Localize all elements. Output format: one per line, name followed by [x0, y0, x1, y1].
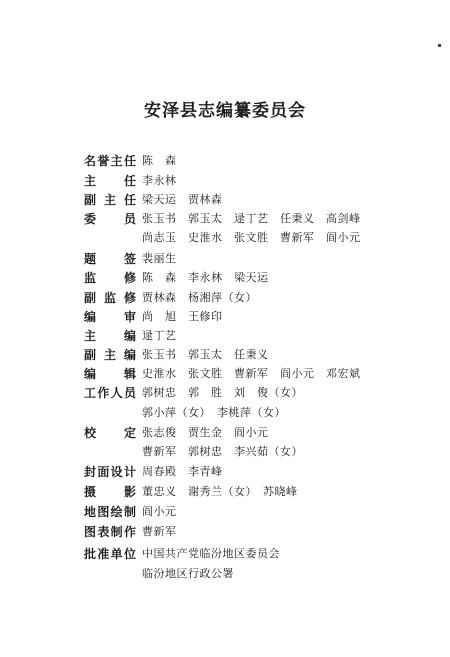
credit-names-continued: 尚志玉 史淮水 张文胜 曹新军 阎小元 — [142, 231, 361, 244]
credit-names-continued: 郭小萍（女） 李桃萍（女） — [142, 406, 286, 419]
credit-names: 李永林 — [142, 174, 177, 187]
credit-names: 中国共产党临汾地区委员会 — [142, 547, 280, 560]
credit-names: 梁天运 贾林森 — [142, 193, 223, 206]
credit-names: 史淮水 张文胜 曹新军 阎小元 邓宏斌 — [142, 367, 361, 380]
credit-role-label: 编 审 — [84, 310, 136, 324]
page-title: 安泽县志编纂委员会 — [144, 101, 306, 121]
credit-role-label: 监 修 — [84, 271, 136, 285]
credit-names: 陈 森 — [142, 154, 177, 167]
credit-names: 逯丁艺 — [142, 329, 177, 342]
credit-role-label: 编 辑 — [84, 367, 136, 381]
credit-role-label: 主 任 — [84, 174, 136, 188]
credit-role-label: 封 面 设 计 — [84, 465, 136, 479]
credit-role-label: 副 监 修 — [84, 291, 136, 305]
credit-role-label: 批 准 单 位 — [84, 547, 136, 561]
credit-names: 郭树忠 郭 胜 刘 俊（女） — [142, 386, 303, 399]
credit-names: 贾林森 杨湘萍（女） — [142, 291, 257, 304]
credit-role-label: 工 作 人 员 — [84, 386, 136, 400]
credit-names: 张志俊 贾生金 阎小元 — [142, 426, 269, 439]
credit-names: 董忠义 谢秀兰（女） 苏晓峰 — [142, 485, 298, 498]
credit-names-continued: 曹新军 郭树忠 李兴茹（女） — [142, 445, 303, 458]
scan-dot-mark — [438, 44, 441, 47]
credit-role-label: 摄 影 — [84, 485, 136, 499]
credit-names: 张玉书 郭玉太 任秉义 — [142, 348, 269, 361]
credit-role-label: 副 主 任 — [84, 193, 136, 207]
credit-role-label: 校 定 — [84, 426, 136, 440]
credit-role-label: 副 主 编 — [84, 348, 136, 362]
credit-role-label: 题 签 — [84, 252, 136, 266]
credit-role-label: 委 员 — [84, 212, 136, 226]
credit-names: 曹新军 — [142, 525, 177, 538]
credit-names-continued: 临汾地区行政公署 — [142, 567, 234, 580]
credit-role-label: 主 编 — [84, 329, 136, 343]
credit-role-label: 地 图 绘 制 — [84, 505, 136, 519]
credit-names: 裴丽生 — [142, 252, 177, 265]
credit-role-label: 图 表 制 作 — [84, 525, 136, 539]
credit-names: 陈 森 李永林 梁天运 — [142, 271, 269, 284]
credit-names: 阎小元 — [142, 505, 177, 518]
credit-names: 周春殿 李青峰 — [142, 465, 223, 478]
credit-names: 张玉书 郭玉太 逯丁艺 任秉义 高剑峰 — [142, 212, 361, 225]
credit-names: 尚 旭 王修印 — [142, 310, 223, 323]
credit-role-label: 名 誉 主 任 — [84, 154, 136, 168]
